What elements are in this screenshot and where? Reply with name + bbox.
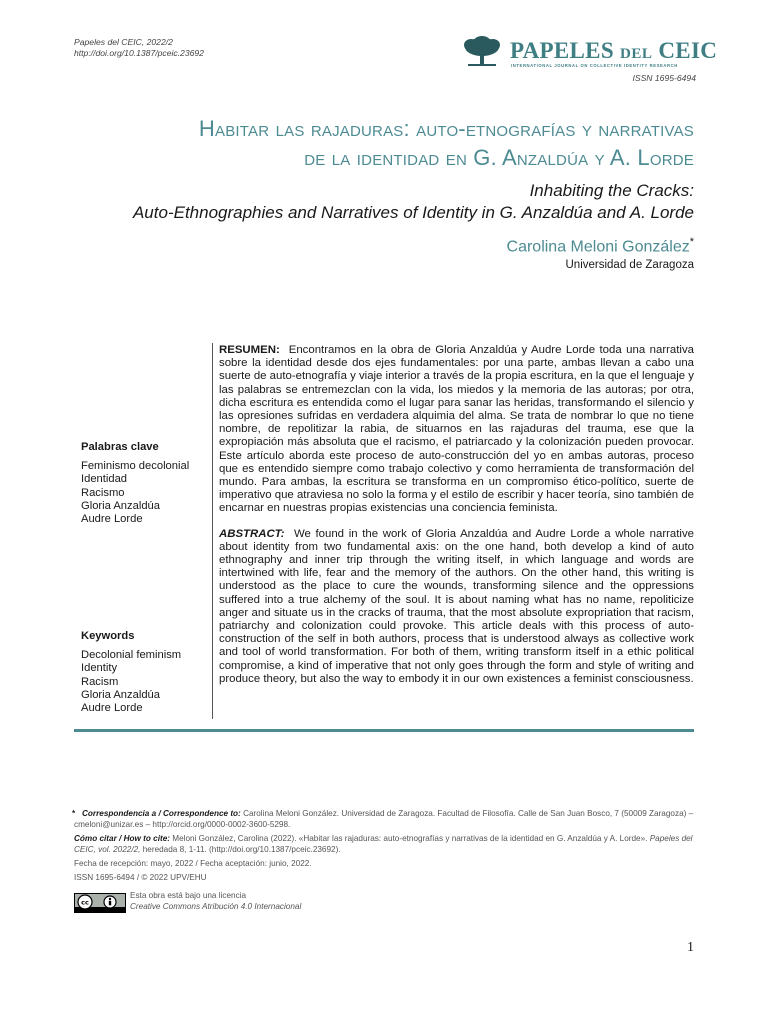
keyword-item: Audre Lorde: [81, 513, 143, 526]
journal-logo: [462, 36, 718, 72]
spanish-title: [54, 114, 694, 172]
keywords-english: [81, 630, 181, 715]
keywords-english-heading: Keywords: [81, 630, 135, 642]
author-footnote-mark: *: [689, 236, 694, 248]
abstract-text: We found in the work of Gloria Anzaldúa and Audre Lorde a whole narrative about identity from two fundamental axis: on the one hand, both develop a kind of auto ethnography and inner trip through the writing itself, in which language and words are intertwined with life, fear and the memory of the authors. On the other hand, this writing is understood as the place to cure the wounds, transforming silence and the oppressions suffered into a true alchemy of the soul. It is about naming what has no name, repoliticize anger and situate us in the cracks of trauma, that the most absolute expropriation that racism, patriarchy and colonization could provoke. This article deals with this process of auto-construction of the self in both authors, process that is understood always as collective work and tool of world transformation. For both of them, writing transform itself in a ethic political compromise, a kind of imperative that not only goes through the form and style of writing and produce theory, but also the way to embody it in our own existences a feminist consciousness.: [219, 527, 694, 685]
how-to-cite-label: Cómo citar / How to cite:: [74, 834, 170, 843]
spanish-title-line-2: de la identidad en G. Anzaldúa y A. Lorde: [304, 145, 694, 170]
license-line-2[interactable]: Creative Commons Atribución 4.0 Internacional: [130, 902, 302, 911]
tree-logo-icon: [462, 36, 502, 70]
footnote-star: *: [72, 809, 76, 818]
keyword-item: Decolonial feminism: [81, 649, 182, 662]
svg-text:cc: cc: [81, 898, 89, 907]
abstract-text-column: [219, 344, 694, 686]
keyword-item: Identity: [81, 662, 118, 675]
how-to-cite-tail: heredada 8, 1-11. (http://doi.org/10.1387/pceic.23692).: [142, 845, 341, 854]
journal-citation-header: [74, 37, 204, 59]
english-title-line-1: Inhabiting the Cracks:: [529, 181, 694, 200]
abstract-paragraph: [219, 528, 694, 686]
how-to-cite-note: [74, 833, 695, 855]
keywords-spanish-heading: Palabras clave: [81, 441, 159, 453]
keyword-item: Gloria Anzaldúa: [81, 688, 160, 701]
creative-commons-icon: [75, 894, 125, 912]
spanish-title-line-1: Habitar las rajaduras: auto-etnografías y narrativas: [198, 116, 694, 141]
keyword-item: Audre Lorde: [81, 702, 143, 715]
footnotes: [74, 808, 695, 886]
correspondence-label: Correspondencia a / Correspondence to:: [82, 809, 241, 818]
keyword-item: Racism: [81, 675, 119, 688]
doi-link[interactable]: http://doi.org/10.1387/pceic.23692: [74, 48, 204, 58]
logo-subtitle: INTERNATIONAL JOURNAL ON COLLECTIVE IDENTITY RESEARCH: [511, 63, 678, 68]
keyword-item: Identidad: [81, 473, 128, 486]
resumen-label: RESUMEN:: [219, 344, 280, 356]
reception-dates: Fecha de recepción: mayo, 2022 / Fecha aceptación: junio, 2022.: [74, 859, 312, 868]
resumen-paragraph: [219, 344, 694, 516]
keyword-item: Feminismo decolonial: [81, 460, 190, 473]
resumen-text: Encontramos en la obra de Gloria Anzaldúa y Audre Lorde toda una narrativa sobre la identidad desde dos ejes fundamentales: por una parte, ambas llevan a cabo una suerte de auto-etnografía y viaje interior a través de la propia escritura, en la que el lenguaje y las palabras se entremezclan con la vida, los miedos y la memoria de las autoras; por otra, dicha escritura es entendida como el lugar para sanar las heridas, transformando el silencio y las opresiones sufridas en verdadera alquimia del alma. Se trata de nombrar lo que no tiene nombre, de repolitizar la rabia, de situarnos en las rajaduras del trauma, ese que la expropiación más absoluta que el racismo, el patriarcado y la colonización pueden provocar. Este artículo aborda este proceso de auto-construcción del yo en ambas autoras, proceso que es entendido siempre como trabajo colectivo y como herramienta de transformación del mundo. Para ambas, la escritura se transforma en un compromiso ético-político, suerte de imperativo que atraviesa no solo la forma y el estilo de escribir y hacer teoría, sino también de encarnar en nuestras propias existencias una conciencia feminista.: [219, 344, 694, 515]
correspondence-note: [74, 808, 695, 830]
page-number: 1: [687, 940, 694, 955]
author-name: Carolina Meloni González*: [506, 236, 694, 256]
correspondence-text: Carolina Meloni González. Universidad de Zaragoza. Facultad de Filosofía. Calle de San Juan Bosco, 7 (50009 Zaragoza) – cmeloni@unizar.es – http://orcid.org/0000-0002-3600-5298.: [74, 809, 694, 829]
keywords-spanish: [81, 441, 189, 526]
logo-word-ceic: CEIC: [658, 38, 718, 63]
logo-word-papeles: PAPELES: [510, 38, 614, 63]
how-to-cite-journal: Papeles del CEIC, vol. 2022/2,: [74, 834, 693, 854]
license-text: [130, 890, 301, 912]
issn-copyright: ISSN 1695-6494 / © 2022 UPV/EHU: [74, 873, 207, 882]
how-to-cite-text: Meloni González, Carolina (2022). «Habitar las rajaduras: auto-etnografías y narrativas de la identidad en G. Anzaldúa y A. Lorde».: [172, 834, 648, 843]
english-title: [34, 180, 694, 224]
keywords-column: [74, 343, 213, 719]
author-affiliation: Universidad de Zaragoza: [565, 259, 694, 271]
license-line-1: Esta obra está bajo una licencia: [130, 891, 247, 900]
logo-word-del: DEL: [619, 46, 653, 62]
english-title-line-2: Auto-Ethnographies and Narratives of Identity in G. Anzaldúa and A. Lorde: [132, 203, 694, 222]
cc-by-license-badge[interactable]: [74, 893, 126, 913]
abstract-label: ABSTRACT:: [219, 527, 285, 540]
journal-issue: Papeles del CEIC, 2022/2: [74, 37, 173, 47]
keyword-item: Racismo: [81, 486, 125, 499]
issn-header: ISSN 1695-6494: [632, 73, 696, 83]
keyword-item: Gloria Anzaldúa: [81, 499, 160, 512]
